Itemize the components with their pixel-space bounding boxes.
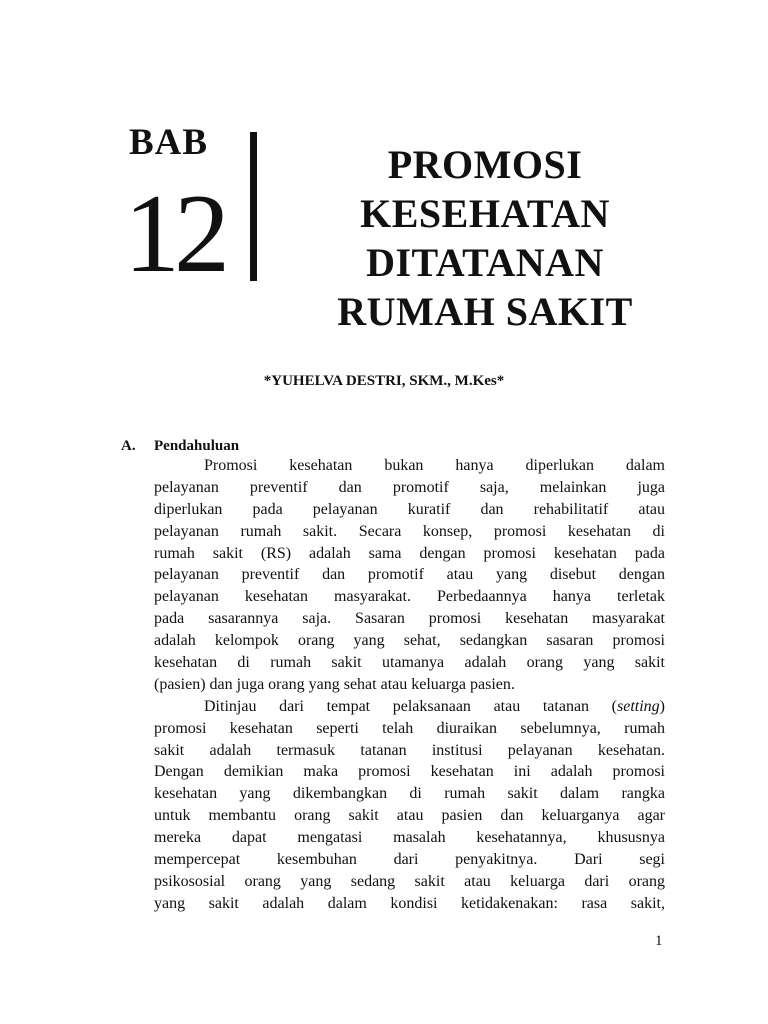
chapter-label: BAB (129, 122, 209, 163)
text-line: pelayanan rumah sakit. Secara konsep, promosi kesehatan di (154, 522, 665, 540)
text-line: kesehatan di rumah sakit utamanya adalah orang yang sakit (154, 654, 665, 672)
italic-term: setting (617, 697, 660, 715)
text-line: diperlukan pada pelayanan kuratif dan rehabilitatif atau (154, 500, 665, 518)
text-line: mereka dapat mengatasi masalah kesehatannya, khususnya (154, 829, 665, 847)
text-line: promosi kesehatan seperti telah diuraikan sebelumnya, rumah (154, 719, 665, 737)
text-line: Promosi kesehatan bukan hanya diperlukan dalam (204, 457, 665, 474)
chapter-title-line: KESEHATAN (360, 191, 610, 236)
text-line: kesehatan yang dikembangkan di rumah sakit dalam rangka (154, 785, 665, 803)
chapter-title-line: PROMOSI (387, 142, 583, 187)
text-line: rumah sakit (RS) adalah sama dengan promosi kesehatan pada (154, 544, 665, 562)
text-fragment: Ditinjau dari tempat pelaksanaan atau tatanan ( (204, 697, 617, 715)
text-line (154, 696, 665, 718)
text-line: Dengan demikian maka promosi kesehatan ini adalah promosi (154, 763, 665, 781)
text-line: pelayanan kesehatan masyarakat. Perbedaannya hanya terletak (154, 588, 665, 606)
text-line: yang sakit adalah dalam kondisi ketidakenakan: rasa sakit, (154, 894, 665, 912)
chapter-divider (250, 132, 257, 281)
text-line: mempercepat kesembuhan dari penyakitnya. Dari segi (154, 851, 665, 869)
text-line: sakit adalah termasuk tatanan institusi pelayanan kesehatan. (154, 741, 665, 759)
text-line: pelayanan preventif dan promotif atau yang disebut dengan (154, 566, 665, 584)
body-text (154, 455, 665, 915)
text-line: (pasien) dan juga orang yang sehat atau keluarga pasien. (154, 675, 515, 693)
chapter-title-line: RUMAH SAKIT (337, 289, 633, 334)
section-title: Pendahuluan (154, 438, 240, 454)
author-line: *YUHELVA DESTRI, SKM., M.Kes* (263, 373, 505, 389)
text-line: adalah kelompok orang yang sehat, sedangkan sasaran promosi (154, 632, 665, 650)
chapter-title (300, 140, 670, 336)
page-number: 1 (655, 933, 663, 949)
chapter-number: 12 (124, 172, 224, 296)
text-line: pada sasarannya saja. Sasaran promosi kesehatan masyarakat (154, 610, 665, 628)
text-fragment: ) (659, 697, 665, 715)
section-letter: A. (121, 438, 136, 454)
text-line: untuk membantu orang sakit atau pasien dan keluarganya agar (154, 807, 665, 825)
section-heading (121, 436, 239, 456)
text-line: pelayanan preventif dan promotif saja, melainkan juga (154, 478, 665, 496)
text-line: psikososial orang yang sedang sakit atau keluarga dari orang (154, 872, 665, 890)
chapter-title-line: DITATANAN (366, 240, 604, 285)
